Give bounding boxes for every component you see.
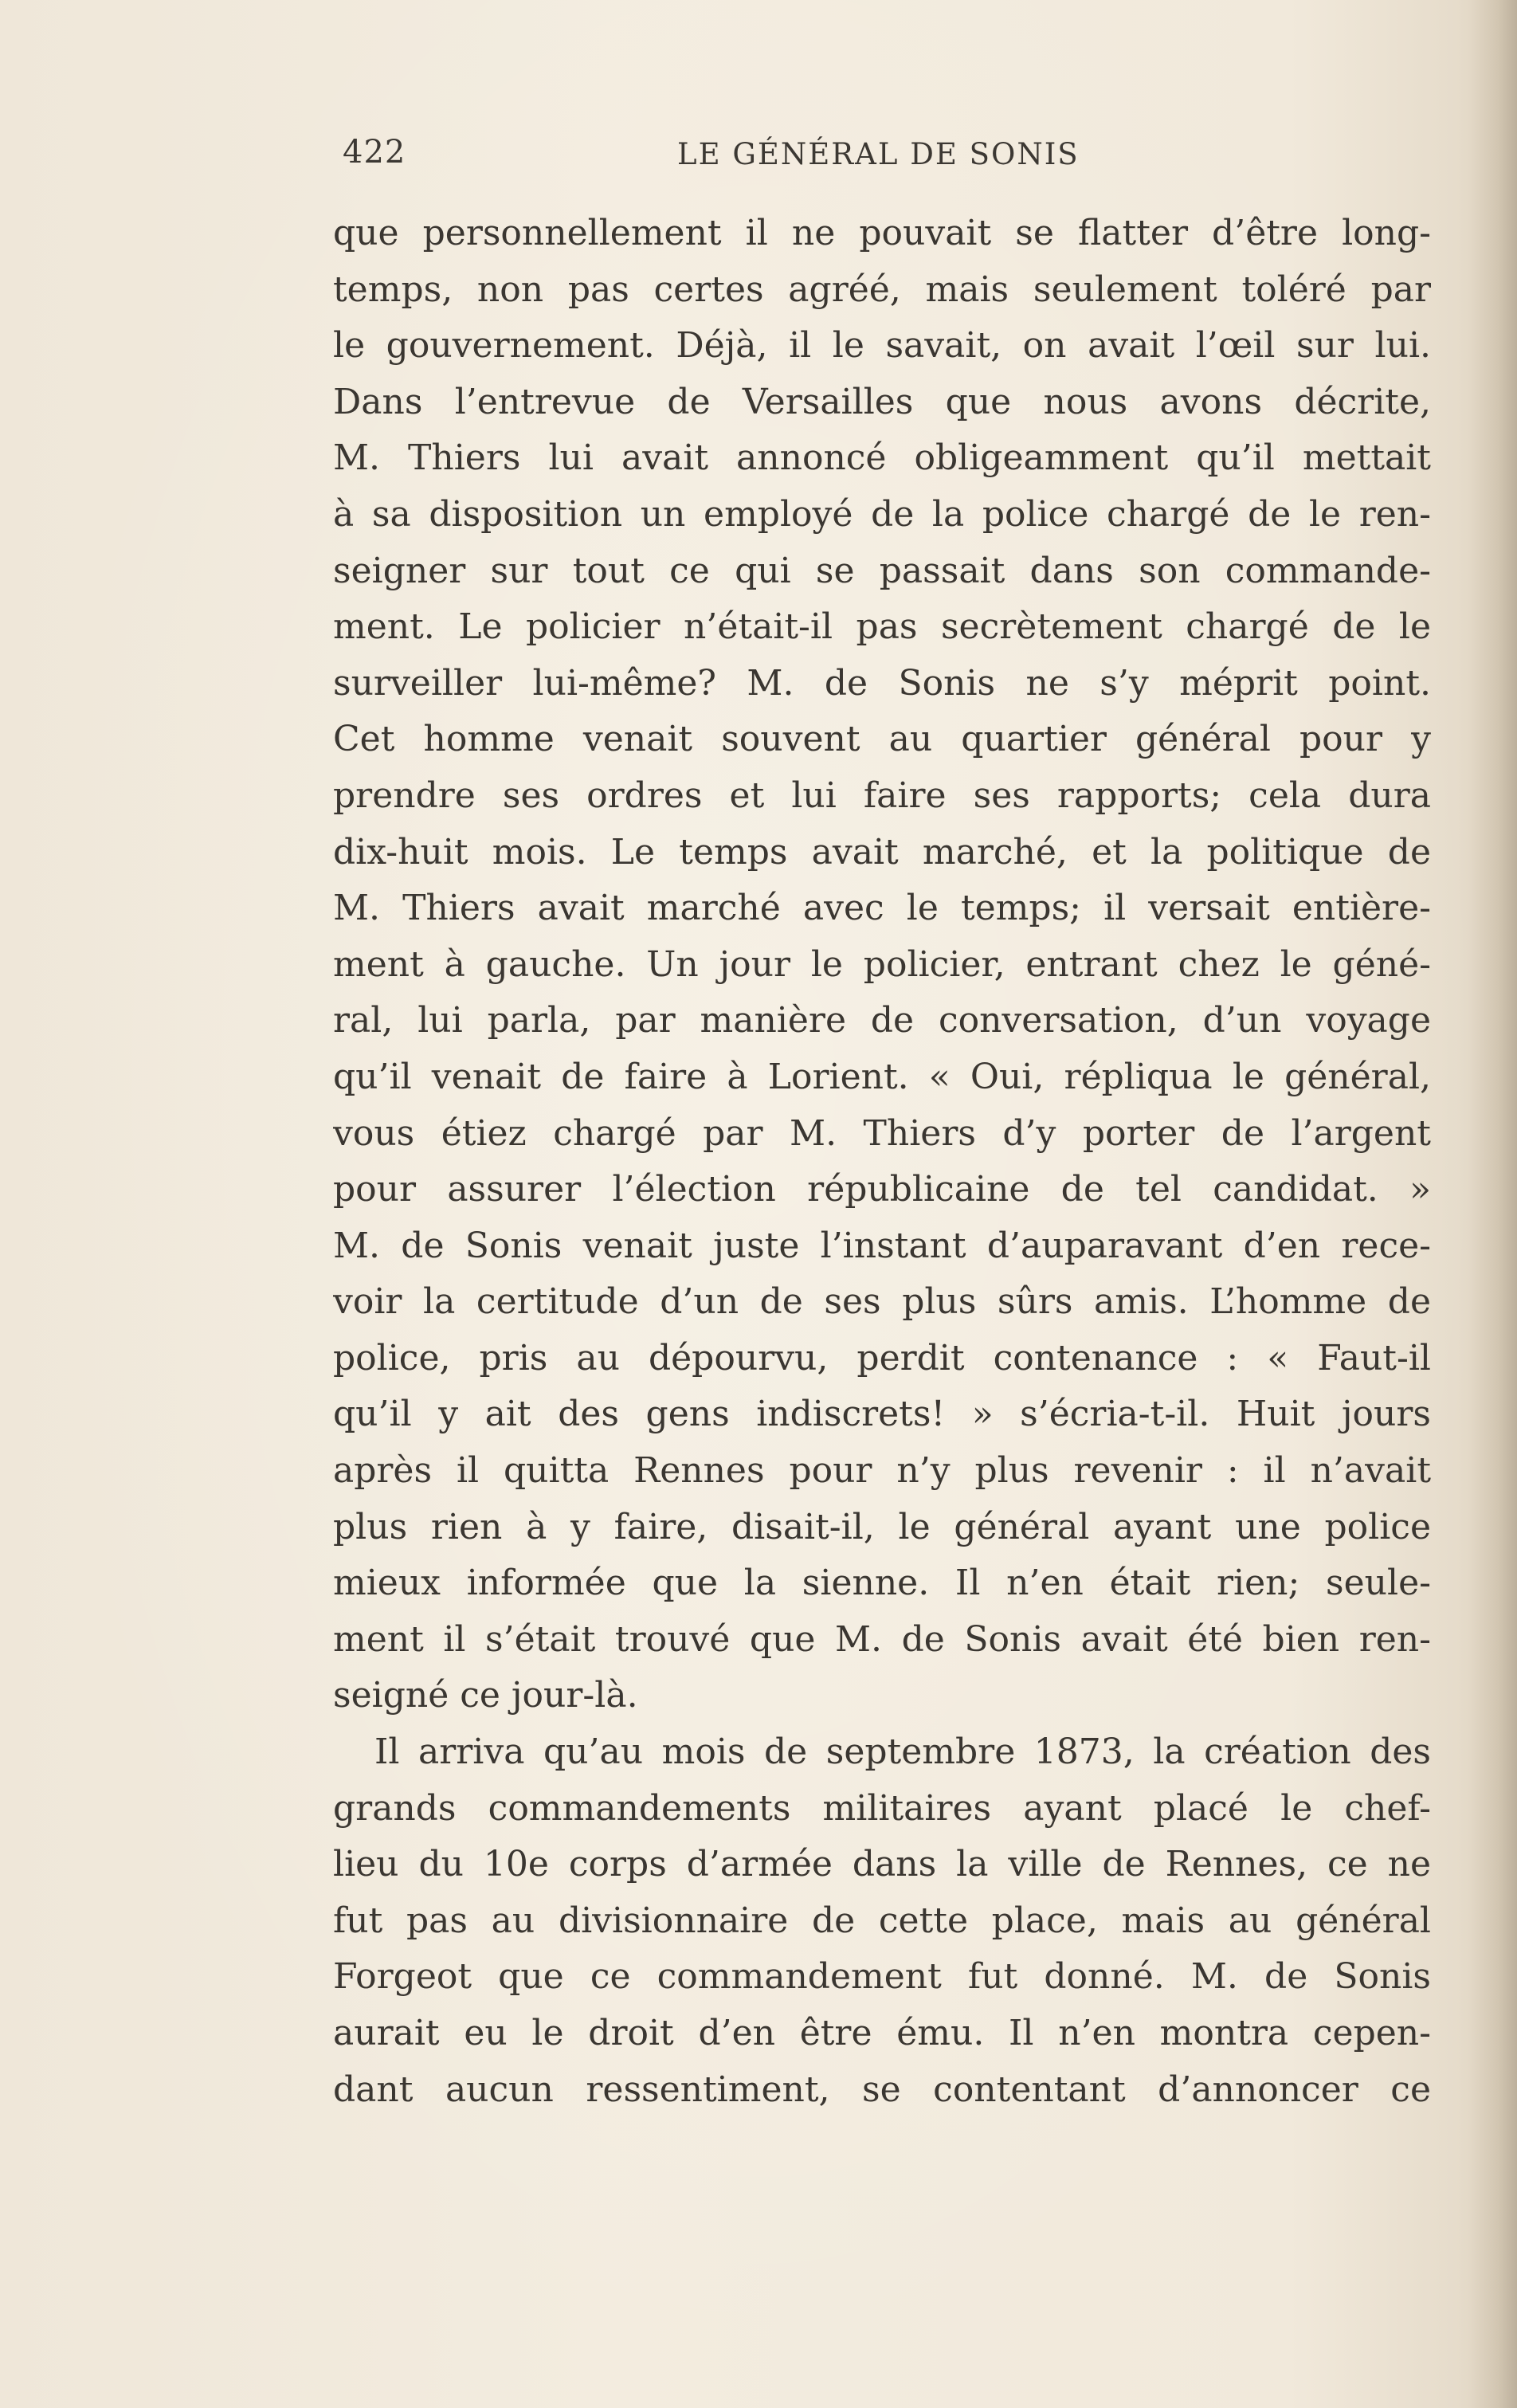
- text-line: lieu du 10e corps d’armée dans la ville de Rennes, ce ne: [333, 1844, 1431, 1885]
- running-header: [343, 134, 1434, 182]
- text-line: aurait eu le droit d’en être ému. Il n’en montra cepen-: [333, 2013, 1431, 2053]
- text-line: police, pris au dépourvu, perdit contenance : « Faut-il: [333, 1337, 1431, 1379]
- paragraph: [333, 206, 1431, 1724]
- text-line: M. Thiers lui avait annoncé obligeamment qu’il mettait: [333, 437, 1431, 479]
- page-number: 422: [343, 134, 406, 171]
- text-line: M. de Sonis venait juste l’instant d’auparavant d’en rece-: [333, 1225, 1431, 1266]
- text-line: pour assurer l’élection républicaine de tel candidat. »: [333, 1169, 1431, 1210]
- running-title: LE GÉNÉRAL DE SONIS: [677, 137, 1080, 171]
- text-line: ral, lui parla, par manière de conversation, d’un voyage: [333, 1000, 1431, 1041]
- text-line: qu’il y ait des gens indiscrets! » s’écria-t-il. Huit jours: [333, 1394, 1431, 1435]
- text-line: après il quitta Rennes pour n’y plus revenir : il n’avait: [333, 1450, 1431, 1492]
- text-line: Dans l’entrevue de Versailles que nous avons décrite,: [333, 381, 1431, 422]
- text-line: dant aucun ressentiment, se contentant d’annoncer ce: [333, 2069, 1431, 2110]
- text-line: mieux informée que la sienne. Il n’en était rien; seule-: [333, 1563, 1431, 1604]
- text-line: ment. Le policier n’était-il pas secrètement chargé de le: [333, 606, 1431, 648]
- text-line: M. Thiers avait marché avec le temps; il versait entière-: [333, 888, 1431, 929]
- text-line: que personnellement il ne pouvait se flatter d’être long-: [333, 213, 1431, 253]
- text-line: plus rien à y faire, disait-il, le général ayant une police: [333, 1506, 1431, 1547]
- text-line: fut pas au divisionnaire de cette place, mais au général: [333, 1900, 1431, 1941]
- text-line: surveiller lui-même? M. de Sonis ne s’y méprit point.: [333, 662, 1431, 704]
- text-line: à sa disposition un employé de la police chargé de le ren-: [333, 493, 1431, 535]
- text-line: Forgeot que ce commandement fut donné. M. de Sonis: [333, 1956, 1431, 1998]
- paragraph: [333, 1724, 1431, 2118]
- text-line: voir la certitude d’un de ses plus sûrs amis. L’homme de: [333, 1281, 1431, 1323]
- text-line: vous étiez chargé par M. Thiers d’y porter de l’argent: [333, 1112, 1431, 1154]
- page-gutter-shadow: [1469, 0, 1517, 2408]
- text-line: ment il s’était trouvé que M. de Sonis avait été bien ren-: [333, 1618, 1431, 1660]
- text-line: temps, non pas certes agréé, mais seulement toléré par: [333, 269, 1431, 310]
- body-text: [333, 206, 1431, 2118]
- text-line: Il arriva qu’au mois de septembre 1873, la création des: [374, 1731, 1431, 1773]
- text-line: seigné ce jour-là.: [333, 1675, 638, 1716]
- text-line: grands commandements militaires ayant placé le chef-: [333, 1787, 1431, 1829]
- text-line: le gouvernement. Déjà, il le savait, on avait l’œil sur lui.: [333, 325, 1431, 367]
- text-line: dix-huit mois. Le temps avait marché, et la politique de: [333, 831, 1431, 873]
- text-line: qu’il venait de faire à Lorient. « Oui, répliqua le général,: [333, 1056, 1431, 1097]
- text-line: Cet homme venait souvent au quartier général pour y: [333, 719, 1431, 760]
- text-line: prendre ses ordres et lui faire ses rapports; cela dura: [333, 775, 1431, 816]
- text-line: ment à gauche. Un jour le policier, entrant chez le géné-: [333, 943, 1431, 985]
- text-line: seigner sur tout ce qui se passait dans son commande-: [333, 550, 1431, 591]
